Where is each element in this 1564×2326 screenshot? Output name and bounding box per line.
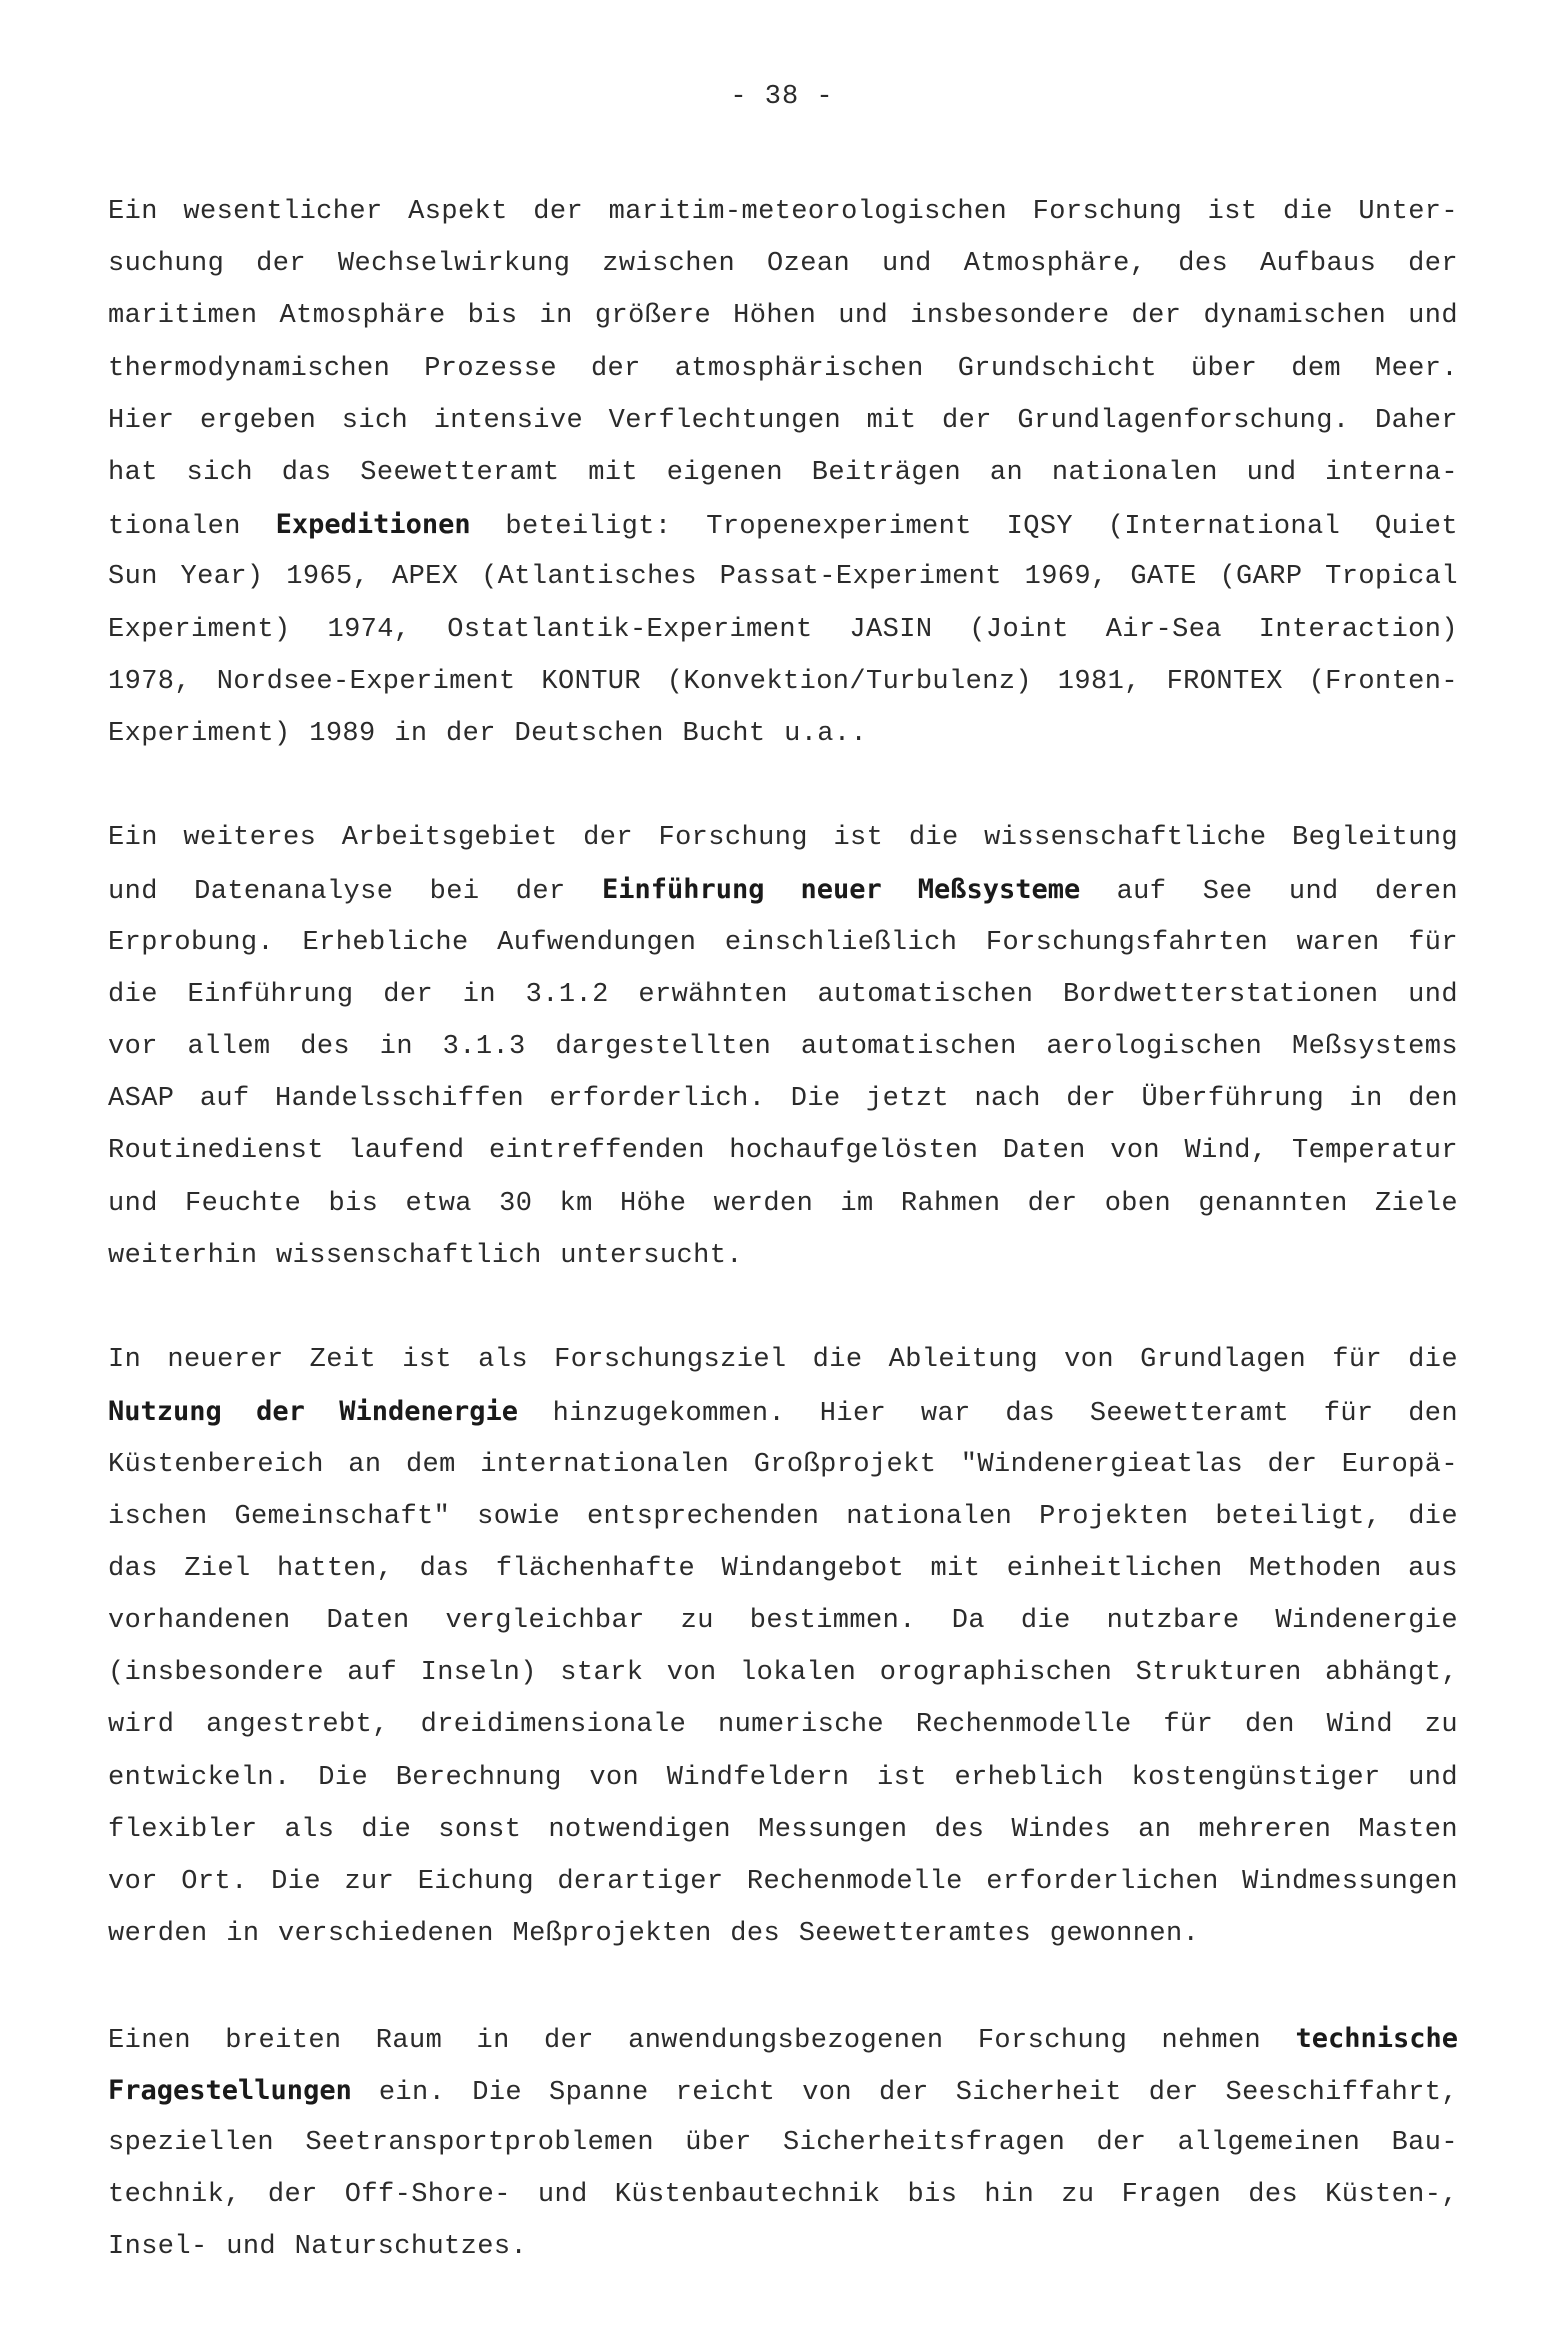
text-line: wird angestrebt, dreidimensionale numerische Rechenmodelle für den Wind zu — [108, 1710, 1458, 1741]
text-line: weiterhin wissenschaftlich untersucht. — [108, 1240, 743, 1271]
emphasized-term: Expeditionen — [275, 509, 471, 541]
text-line: Küstenbereich an dem internationalen Großprojekt "Windenergieatlas der Europä- — [108, 1449, 1458, 1480]
emphasized-term: technische — [1295, 2022, 1458, 2054]
text-line: Hier ergeben sich intensive Verflechtungen mit der Grundlagenforschung. Daher — [108, 405, 1458, 436]
text-line: Erprobung. Erhebliche Aufwendungen einschließlich Forschungsfahrten waren für — [108, 927, 1458, 958]
text-line: entwickeln. Die Berechnung von Windfeldern ist erheblich kostengünstiger und — [108, 1762, 1458, 1793]
text-line: werden in verschiedenen Meßprojekten des Seewetteramtes gewonnen. — [108, 1919, 1200, 1950]
emphasized-term: Einführung neuer Meßsysteme — [601, 874, 1081, 906]
text-run: auf See und deren — [1080, 877, 1458, 908]
text-line: thermodynamischen Prozesse der atmosphärischen Grundschicht über dem Meer. — [108, 353, 1458, 384]
text-line: hat sich das Seewetteramt mit eigenen Beiträgen an nationalen und interna- — [108, 457, 1458, 488]
text-line: vorhandenen Daten vergleichbar zu bestimmen. Da die nutzbare Windenergie — [108, 1606, 1458, 1637]
text-line: das Ziel hatten, das flächenhafte Windangebot mit einheitlichen Methoden aus — [108, 1553, 1458, 1584]
text-run: Einen breiten Raum in der anwendungsbezogenen Forschung nehmen — [108, 2025, 1296, 2056]
text-line — [108, 864, 1458, 916]
text-line — [108, 499, 1458, 551]
text-line: vor Ort. Die zur Eichung derartiger Rechenmodelle erforderlichen Windmessungen — [108, 1867, 1458, 1897]
page-number: - 38 - — [730, 82, 834, 112]
text-line: In neuerer Zeit ist als Forschungsziel die Ableitung von Grundlagen für die — [108, 1345, 1458, 1376]
text-line: flexibler als die sonst notwendigen Messungen des Windes an mehreren Masten — [108, 1814, 1458, 1845]
text-line: Experiment) 1974, Ostatlantik-Experiment JASIN (Joint Air-Sea Interaction) — [108, 614, 1458, 645]
text-run: ein. Die Spanne reicht von der Sicherheit der Seeschiffahrt, — [351, 2077, 1458, 2108]
text-line: ASAP auf Handelsschiffen erforderlich. Die jetzt nach der Überführung in den — [108, 1084, 1458, 1115]
text-run: hinzugekommen. Hier war das Seewetteramt für den — [518, 1399, 1459, 1430]
text-line: 1978, Nordsee-Experiment KONTUR (Konvektion/Turbulenz) 1981, FRONTEX (Fronten- — [108, 666, 1458, 697]
text-line: Ein wesentlicher Aspekt der maritim-meteorologischen Forschung ist die Unter- — [108, 197, 1458, 227]
text-line: Sun Year) 1965, APEX (Atlantisches Passat-Experiment 1969, GATE (GARP Tropical — [108, 562, 1458, 593]
page-body — [108, 186, 1458, 2326]
text-line: Ein weiteres Arbeitsgebiet der Forschung ist die wissenschaftliche Begleitung — [108, 823, 1458, 854]
text-line: speziellen Seetransportproblemen über Sicherheitsfragen der allgemeinen Bau- — [108, 2127, 1458, 2158]
text-run: tionalen — [108, 512, 276, 543]
text-line — [108, 1386, 1458, 1438]
emphasized-term: Nutzung der Windenergie — [108, 1396, 519, 1428]
text-line: Insel- und Naturschutzes. — [108, 2232, 528, 2263]
text-run: und Datenanalyse bei der — [108, 877, 602, 908]
text-line: ischen Gemeinschaft" sowie entsprechenden nationalen Projekten beteiligt, die — [108, 1501, 1458, 1532]
text-line: maritimen Atmosphäre bis in größere Höhen und insbesondere der dynamischen und — [108, 301, 1458, 332]
text-line: technik, der Off-Shore- und Küstenbautechnik bis hin zu Fragen des Küsten-, — [108, 2180, 1458, 2211]
paragraph — [108, 812, 1458, 1282]
text-line — [108, 2065, 1458, 2117]
text-line: und Feuchte bis etwa 30 km Höhe werden im Rahmen der oben genannten Ziele — [108, 1188, 1458, 1219]
paragraph — [108, 186, 1458, 760]
text-line: Experiment) 1989 in der Deutschen Bucht u.a.. — [108, 718, 868, 749]
text-line: vor allem des in 3.1.3 dargestellten automatischen aerologischen Meßsystems — [108, 1032, 1458, 1062]
emphasized-term: Fragestellungen — [108, 2074, 352, 2106]
paragraph — [108, 1334, 1458, 1960]
text-line: die Einführung der in 3.1.2 erwähnten automatischen Bordwetterstationen und — [108, 979, 1458, 1010]
text-line: (insbesondere auf Inseln) stark von lokalen orographischen Strukturen abhängt, — [108, 1658, 1458, 1689]
text-line: suchung der Wechselwirkung zwischen Ozean und Atmosphäre, des Aufbaus der — [108, 249, 1458, 280]
text-line: Routinedienst laufend eintreffenden hochaufgelösten Daten von Wind, Temperatur — [108, 1136, 1458, 1167]
text-run: beteiligt: Tropenexperiment IQSY (International Quiet — [470, 512, 1458, 543]
paragraph — [108, 2013, 1458, 2274]
text-line — [108, 2013, 1458, 2065]
